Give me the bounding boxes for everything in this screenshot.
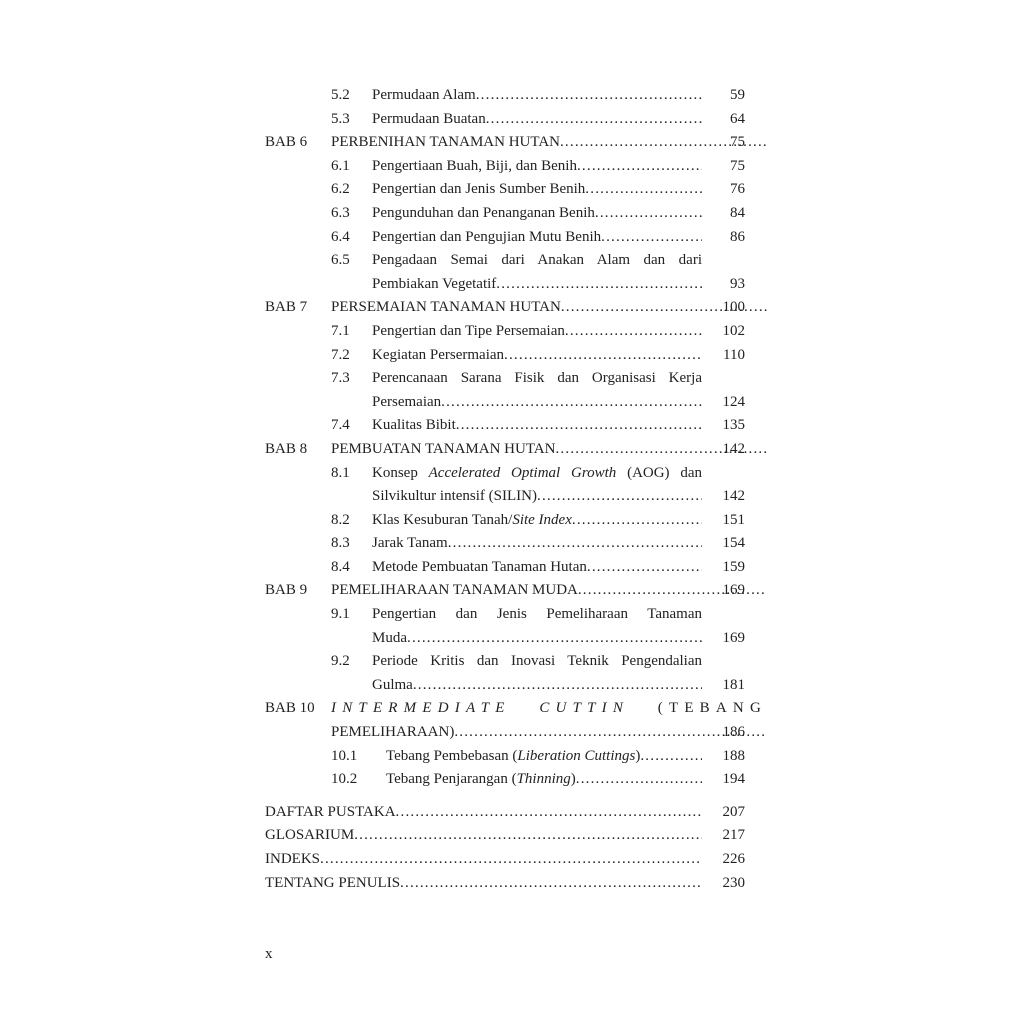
entry-title: Pengunduhan dan Penanganan Benih	[372, 204, 595, 221]
entry-number: 6.2	[331, 181, 350, 198]
entry-title: TENTANG PENULIS	[265, 874, 401, 891]
entry-title: GLOSARIUM	[265, 827, 355, 844]
entry-title: Kualitas Bibit	[372, 417, 456, 434]
entry-number: 9.2	[331, 653, 350, 670]
page-ref: 142	[722, 440, 745, 457]
toc-entry[interactable]	[265, 556, 755, 580]
entry-number: BAB 10	[265, 700, 315, 717]
entry-title-line	[372, 155, 702, 179]
entry-number: 8.2	[331, 511, 350, 528]
entry-title-line	[372, 650, 702, 674]
entry-title-line	[331, 131, 767, 155]
entry-number: 9.1	[331, 606, 350, 623]
entry-title-line	[372, 391, 702, 415]
page-ref: 188	[722, 747, 745, 764]
dot-leader	[537, 485, 702, 509]
entry-title-line	[372, 556, 702, 580]
entry-title: Gulma	[372, 676, 413, 693]
dot-leader	[585, 178, 702, 202]
toc-entry[interactable]	[265, 872, 755, 896]
entry-title: Muda	[372, 629, 407, 646]
page-ref: 86	[730, 228, 745, 245]
toc-entry[interactable]	[265, 697, 767, 721]
entry-title-line	[265, 848, 702, 872]
toc-entry[interactable]	[265, 391, 755, 415]
entry-title-line	[265, 801, 702, 825]
toc-entry[interactable]	[265, 438, 755, 462]
entry-title-line	[372, 273, 702, 297]
page-ref: 100	[722, 299, 745, 316]
toc-entry[interactable]	[265, 273, 755, 297]
entry-title: PEMELIHARAAN)	[331, 724, 455, 741]
entry-number: 10.1	[331, 747, 358, 764]
entry-title-line	[331, 296, 767, 320]
toc-entry[interactable]	[265, 296, 755, 320]
entry-title: Pengertian dan Jenis Sumber Benih	[372, 181, 586, 198]
toc-entry[interactable]	[265, 745, 755, 769]
dot-leader	[413, 674, 702, 698]
toc-entry[interactable]	[265, 721, 755, 745]
entry-title: Periode Kritis dan Inovasi Teknik Pengendalian	[372, 653, 702, 670]
page-ref: 226	[722, 851, 745, 867]
dot-leader	[448, 532, 702, 556]
toc-entry[interactable]	[265, 579, 755, 603]
entry-number: BAB 8	[265, 440, 308, 457]
dot-leader	[396, 801, 702, 825]
entry-number: 7.3	[331, 370, 350, 387]
entry-title-line	[372, 178, 702, 202]
entry-number: 6.1	[331, 157, 350, 174]
toc-entry[interactable]	[265, 155, 755, 179]
page-ref: 142	[722, 488, 745, 505]
dot-leader	[565, 320, 702, 344]
dot-leader	[407, 627, 702, 651]
entry-number: 6.3	[331, 204, 350, 221]
toc-entry[interactable]	[265, 249, 755, 273]
toc-entry[interactable]	[265, 848, 755, 872]
entry-title: Pengadaan Semai dari Anakan Alam dan dari	[372, 252, 702, 269]
entry-title: Pengertian dan Jenis Pemeliharaan Tanaman	[372, 606, 702, 623]
dot-leader	[320, 848, 702, 872]
entry-title-line	[372, 344, 702, 368]
entry-title-line	[386, 768, 702, 792]
entry-title: INDEKS	[265, 851, 320, 867]
entry-title: INTERMEDIATE CUTTIN (TEBANG	[331, 700, 767, 717]
dot-leader	[476, 84, 702, 108]
toc-entry[interactable]	[265, 84, 755, 108]
entry-title-line	[372, 485, 702, 509]
page-number: x	[265, 946, 273, 962]
page-ref: 75	[730, 134, 745, 151]
page-ref: 154	[722, 535, 745, 552]
toc-entry[interactable]	[265, 320, 755, 344]
dot-leader	[400, 872, 702, 896]
page-ref: 84	[730, 204, 745, 221]
entry-number: 5.3	[331, 110, 350, 127]
entry-title-line	[372, 674, 702, 698]
dot-leader	[587, 556, 702, 580]
entry-number: 5.2	[331, 87, 350, 103]
entry-title-line	[372, 84, 702, 108]
page-ref: 64	[730, 110, 745, 127]
dot-leader	[354, 824, 702, 848]
page-ref: 93	[730, 275, 745, 292]
entry-title: PEMBUATAN TANAMAN HUTAN	[331, 440, 556, 457]
entry-title-line	[331, 579, 767, 603]
toc-entry[interactable]	[265, 674, 755, 698]
page-ref: 135	[722, 417, 745, 434]
page-ref: 230	[722, 874, 745, 891]
entry-number: 7.1	[331, 322, 350, 339]
entry-title-line	[372, 603, 702, 627]
entry-title-line	[372, 462, 702, 486]
toc-entry[interactable]	[265, 367, 755, 391]
page-ref: 181	[722, 676, 745, 693]
page-ref: 59	[730, 87, 745, 103]
entry-title: Perencanaan Sarana Fisik dan Organisasi Kerja	[372, 370, 702, 387]
page-ref: 169	[722, 582, 745, 599]
entry-title: Persemaian	[372, 393, 442, 410]
entry-number: 7.2	[331, 346, 350, 363]
entry-number: 6.5	[331, 252, 350, 269]
page-ref: 169	[722, 629, 745, 646]
table-of-contents	[265, 84, 767, 895]
toc-entry[interactable]	[265, 627, 755, 651]
dot-leader	[595, 202, 702, 226]
toc-entry[interactable]	[265, 226, 755, 250]
entry-title: PEMELIHARAAN TANAMAN MUDA	[331, 582, 578, 599]
entry-title: Klas Kesuburan Tanah/Site Index	[372, 511, 572, 528]
dot-leader	[572, 509, 702, 533]
page-ref: 159	[722, 558, 745, 575]
entry-number: 10.2	[331, 771, 358, 788]
entry-title: Silvikultur intensif (SILIN)	[372, 488, 537, 505]
dot-leader	[496, 273, 702, 297]
page-ref: 110	[723, 346, 745, 363]
entry-title-line	[372, 202, 702, 226]
toc-entry[interactable]	[265, 178, 755, 202]
entry-number: BAB 9	[265, 582, 308, 599]
entry-title: Tebang Pembebasan (Liberation Cuttings)	[386, 747, 641, 764]
entry-title-line	[372, 226, 702, 250]
entry-number: 8.3	[331, 535, 350, 552]
entry-title-line	[372, 249, 702, 273]
dot-leader	[454, 721, 767, 745]
dot-leader	[640, 745, 702, 769]
entry-title-line	[372, 627, 702, 651]
toc-entry[interactable]	[265, 462, 755, 486]
entry-title-line	[372, 367, 702, 391]
dot-leader	[577, 155, 702, 179]
page-ref: 151	[722, 511, 745, 528]
page-ref: 207	[722, 803, 745, 820]
entry-number: 8.1	[331, 464, 350, 481]
entry-title: Pengertian dan Tipe Persemaian	[372, 322, 565, 339]
entry-title-line	[372, 108, 702, 132]
section-gap	[265, 792, 755, 801]
toc-entry[interactable]	[265, 650, 755, 674]
dot-leader	[576, 768, 702, 792]
entry-title-line	[265, 824, 702, 848]
page-ref: 186	[722, 724, 745, 741]
entry-number: BAB 7	[265, 299, 308, 316]
toc-entry[interactable]	[265, 485, 755, 509]
toc-entry[interactable]	[265, 414, 755, 438]
toc-entry[interactable]	[265, 801, 755, 825]
entry-title: Konsep Accelerated Optimal Growth (AOG) dan	[372, 464, 702, 481]
entry-title-line	[331, 438, 767, 462]
entry-title: Pembiakan Vegetatif	[372, 275, 497, 292]
entry-title: Tebang Penjarangan (Thinning)	[386, 771, 576, 788]
entry-title: Kegiatan Persermaian	[372, 346, 505, 363]
page-ref: 124	[722, 393, 745, 410]
entry-title-line	[331, 697, 767, 721]
entry-title: Pengertian dan Pengujian Mutu Benih	[372, 228, 602, 245]
toc-entry[interactable]	[265, 108, 755, 132]
page-ref: 76	[730, 181, 745, 198]
entry-title: PERBENIHAN TANAMAN HUTAN	[331, 134, 560, 151]
entry-number: 7.4	[331, 417, 350, 434]
toc-entry[interactable]	[265, 509, 755, 533]
toc-entry[interactable]	[265, 603, 755, 627]
dot-leader	[486, 108, 702, 132]
entry-number: 8.4	[331, 558, 350, 575]
toc-entry[interactable]	[265, 344, 755, 368]
entry-title: DAFTAR PUSTAKA	[265, 803, 396, 820]
dot-leader	[601, 226, 702, 250]
entry-title: Jarak Tanam	[372, 535, 448, 552]
entry-title-line	[386, 745, 702, 769]
entry-title: Permudaan Alam	[372, 87, 476, 103]
entry-title-line	[372, 509, 702, 533]
entry-title-line	[372, 414, 702, 438]
dot-leader	[441, 391, 702, 415]
entry-number: BAB 6	[265, 134, 308, 151]
entry-title: PERSEMAIAN TANAMAN HUTAN	[331, 299, 561, 316]
toc-entry[interactable]	[265, 532, 755, 556]
entry-title: Permudaan Buatan	[372, 110, 486, 127]
page-ref: 194	[722, 771, 745, 788]
dot-leader	[504, 344, 702, 368]
toc-entry[interactable]	[265, 824, 755, 848]
toc-entry[interactable]	[265, 131, 755, 155]
entry-title: Metode Pembuatan Tanaman Hutan	[372, 558, 587, 575]
page-ref: 75	[730, 157, 745, 174]
toc-entry[interactable]	[265, 768, 755, 792]
entry-title-line	[372, 532, 702, 556]
entry-title-line	[331, 721, 767, 745]
dot-leader	[456, 414, 702, 438]
page-ref: 217	[722, 827, 745, 844]
entry-title: Pengertiaan Buah, Biji, dan Benih	[372, 157, 577, 174]
entry-title-line	[265, 872, 702, 896]
page-ref: 102	[722, 322, 745, 339]
entry-title-line	[372, 320, 702, 344]
entry-number: 6.4	[331, 228, 350, 245]
toc-entry[interactable]	[265, 202, 755, 226]
